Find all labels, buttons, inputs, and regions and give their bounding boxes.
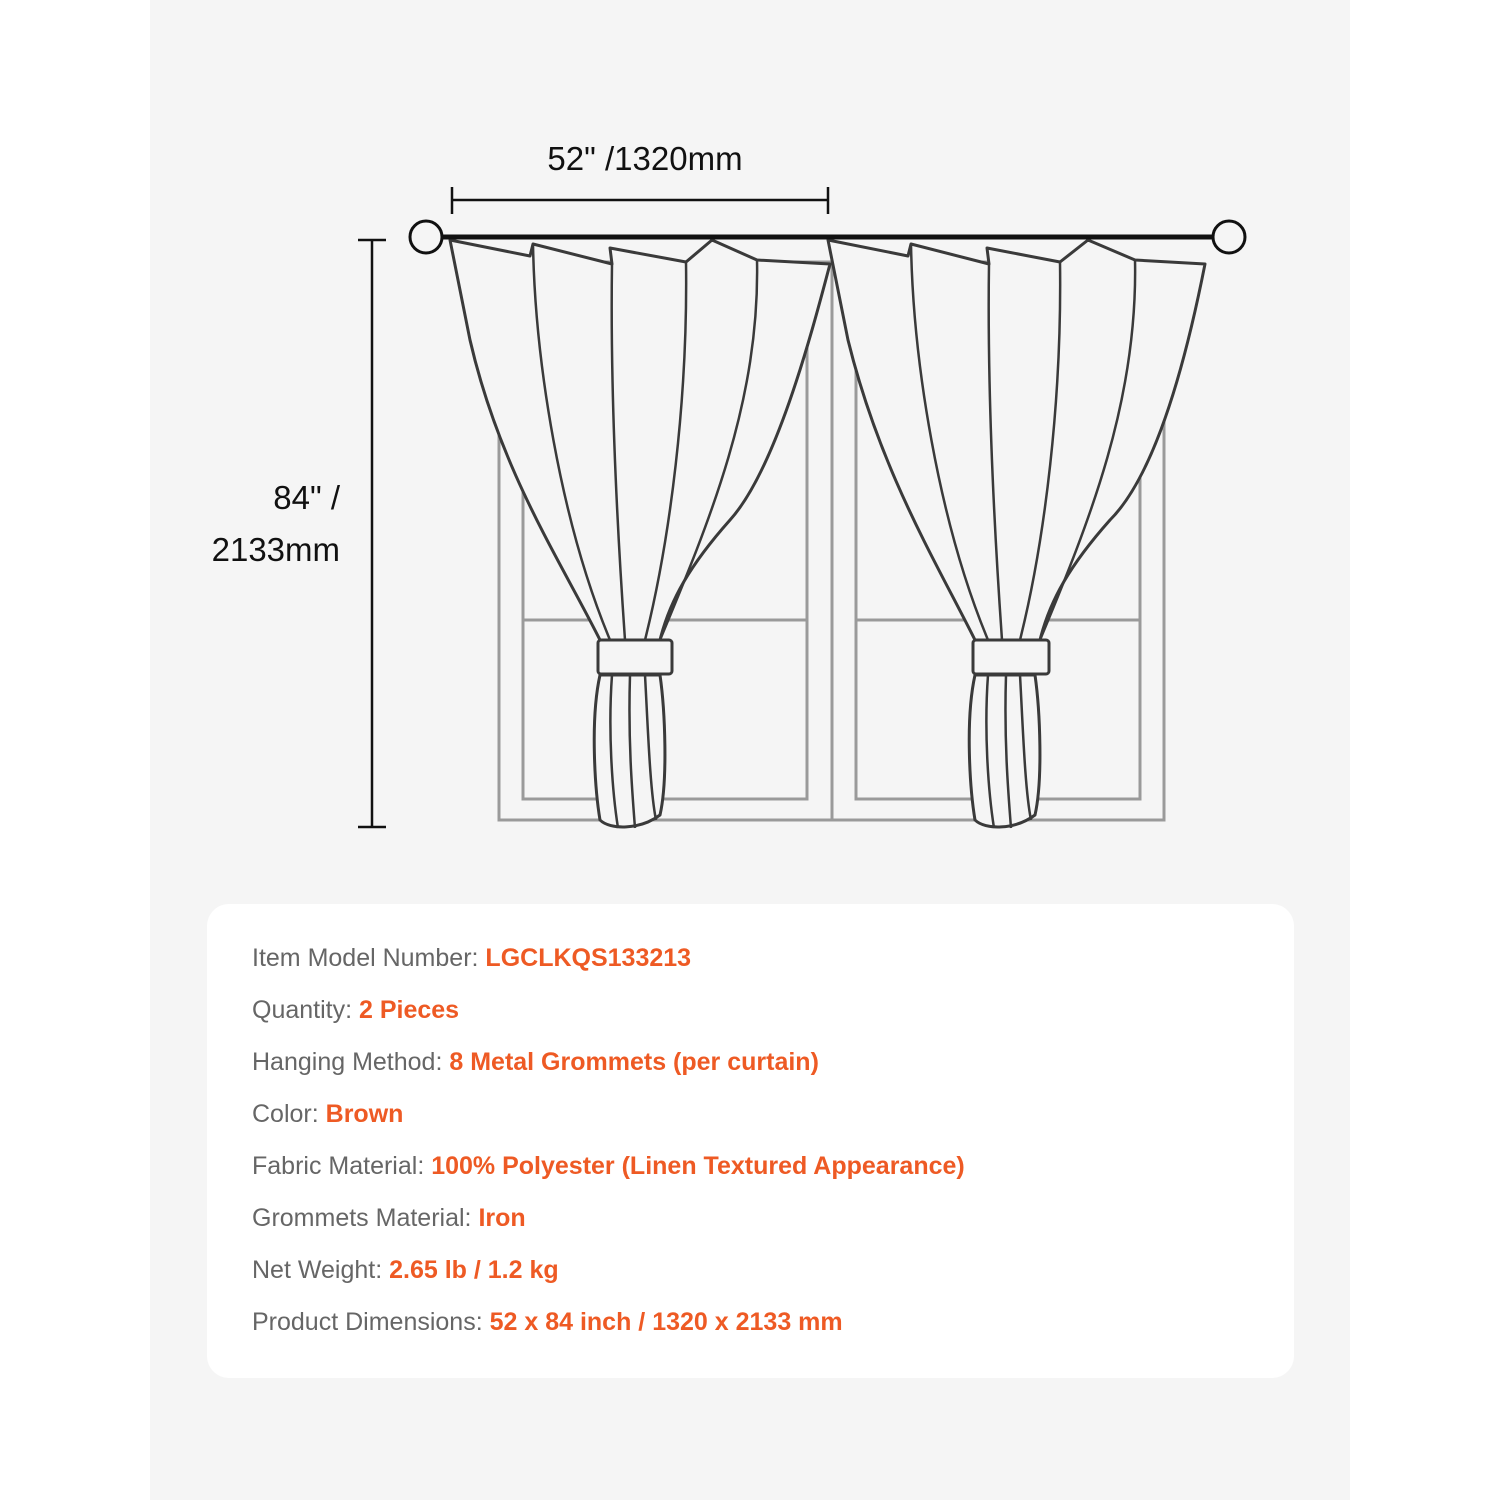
spec-label: Quantity: (252, 996, 359, 1024)
spec-label: Fabric Material: (252, 1152, 432, 1180)
spec-row-product-dimensions (252, 1302, 965, 1354)
width-dimension-line (452, 187, 828, 214)
spec-row-hanging-method (252, 1042, 965, 1094)
spec-label: Grommets Material: (252, 1204, 479, 1232)
height-dimension-label-line1: 84" / (273, 479, 340, 516)
spec-row-grommets-material (252, 1198, 965, 1250)
right-curtain (828, 240, 1205, 827)
spec-row-net-weight (252, 1250, 965, 1302)
spec-row-color (252, 1094, 965, 1146)
height-dimension-line (358, 240, 386, 827)
spec-value: 100% Polyester (Linen Textured Appearance) (431, 1152, 965, 1180)
spec-value: 52 x 84 inch / 1320 x 2133 mm (489, 1308, 843, 1336)
spec-label: Product Dimensions: (252, 1308, 490, 1336)
spec-value: LGCLKQS133213 (485, 944, 692, 972)
spec-value: 2.65 lb / 1.2 kg (389, 1256, 559, 1284)
rod-finial-left (410, 221, 442, 253)
spec-card (207, 904, 1294, 1378)
spec-list (252, 938, 965, 1354)
spec-value: 8 Metal Grommets (per curtain) (449, 1048, 819, 1076)
left-curtain (450, 240, 830, 827)
spec-label: Hanging Method: (252, 1048, 450, 1076)
spec-value: Brown (325, 1100, 404, 1128)
width-dimension-label: 52" /1320mm (547, 140, 743, 177)
spec-row-fabric-material (252, 1146, 965, 1198)
spec-label: Color: (252, 1100, 326, 1128)
rod-finial-right (1213, 221, 1245, 253)
spec-label: Net Weight: (252, 1256, 390, 1284)
spec-value: Iron (478, 1204, 526, 1232)
spec-value: 2 Pieces (359, 996, 460, 1024)
spec-label: Item Model Number: (252, 944, 486, 972)
spec-row-quantity (252, 990, 965, 1042)
spec-row-model-number (252, 938, 965, 990)
height-dimension-label (190, 472, 340, 576)
height-dimension-label-line2: 2133mm (211, 531, 340, 568)
